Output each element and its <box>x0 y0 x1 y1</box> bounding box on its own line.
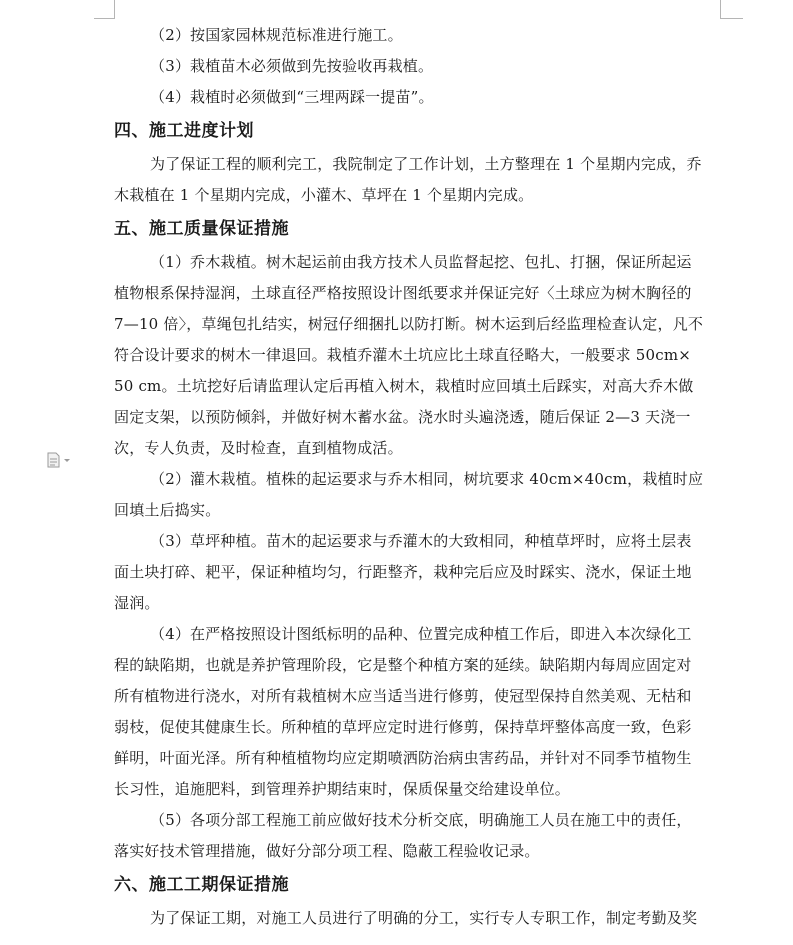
paragraph-line: 50 cm。土坑挖好后请监理认定后再植入树木，栽植时应回填土后踩实，对高大乔木做 <box>114 377 694 395</box>
list-item: （3）栽植苗木必须做到先按验收再栽植。 <box>150 57 434 75</box>
section-heading-quality: 五、施工质量保证措施 <box>114 219 289 239</box>
paragraph-line: 符合设计要求的树木一律退回。栽植乔灌木土坑应比土球直径略大，一般要求 50cm× <box>114 346 692 364</box>
section-heading-duration: 六、施工工期保证措施 <box>114 875 289 895</box>
list-item: （4）栽植时必须做到“三埋两踩一提苗”。 <box>150 88 434 106</box>
paragraph-line: 为了保证工期，对施工人员进行了明确的分工，实行专人专职工作，制定考勤及奖 <box>150 909 698 927</box>
page-corner-mark-top-left <box>94 0 115 19</box>
paragraph-line: 弱枝，促使其健康生长。所种植的草坪应定时进行修剪，保持草坪整体高度一致，色彩 <box>114 718 692 736</box>
list-item: （5）各项分部工程施工前应做好技术分析交底，明确施工人员在施工中的责任， <box>150 811 692 829</box>
list-item: （1）乔木栽植。树木起运前由我方技术人员监督起挖、包扎、打捆，保证所起运 <box>150 253 692 271</box>
paragraph-line: 鲜明，叶面光泽。所有种植植物均应定期喷洒防治病虫害药品，并针对不同季节植物生 <box>114 749 692 767</box>
list-item: （4）在严格按照设计图纸标明的品种、位置完成种植工作后，即进入本次绿化工 <box>150 625 692 643</box>
list-item: （2）灌木栽植。植株的起运要求与乔木相同，树坑要求 40cm×40cm，栽植时应 <box>150 470 704 488</box>
document-page <box>114 20 722 934</box>
paragraph-line: 7—10 倍〉，草绳包扎结实，树冠仔细捆扎以防打断。树木运到后经监理检查认定，凡不 <box>114 315 704 333</box>
paragraph-line: 为了保证工程的顺利完工，我院制定了工作计划，土方整理在 1 个星期内完成，乔 <box>150 155 702 173</box>
paragraph-line: 湿润。 <box>114 594 160 612</box>
list-item: （2）按国家园林规范标准进行施工。 <box>150 26 403 44</box>
paragraph-options-icon[interactable] <box>46 452 76 468</box>
paragraph-line: 固定支架，以预防倾斜，并做好树木蓄水盆。浇水时头遍浇透，随后保证 2—3 天浇一 <box>114 408 691 426</box>
paragraph-line: 程的缺陷期，也就是养护管理阶段，它是整个种植方案的延续。缺陷期内每周应固定对 <box>114 656 692 674</box>
paragraph-line: 回填土后捣实。 <box>114 501 221 519</box>
paragraph-line: 长习性，追施肥料，到管理养护期结束时，保质保量交给建设单位。 <box>114 780 571 798</box>
paragraph-line: 木栽植在 1 个星期内完成，小灌木、草坪在 1 个星期内完成。 <box>114 186 534 204</box>
page-corner-mark-top-right <box>720 0 743 19</box>
section-heading-schedule: 四、施工进度计划 <box>114 121 254 141</box>
paragraph-line: 次，专人负责，及时检查，直到植物成活。 <box>114 439 403 457</box>
paragraph-line: 面土块打碎、耙平，保证种植均匀，行距整齐，栽种完后应及时踩实、浇水，保证土地 <box>114 563 692 581</box>
paragraph-line: 落实好技术管理措施，做好分部分项工程、隐蔽工程验收记录。 <box>114 842 540 860</box>
paragraph-line: 所有植物进行浇水，对所有栽植树木应当适当进行修剪，使冠型保持自然美观、无枯和 <box>114 687 692 705</box>
paragraph-line: 植物根系保持湿润，土球直径严格按照设计图纸要求并保证完好〈土球应为树木胸径的 <box>114 284 692 302</box>
list-item: （3）草坪种植。苗木的起运要求与乔灌木的大致相同，种植草坪时，应将土层表 <box>150 532 692 550</box>
